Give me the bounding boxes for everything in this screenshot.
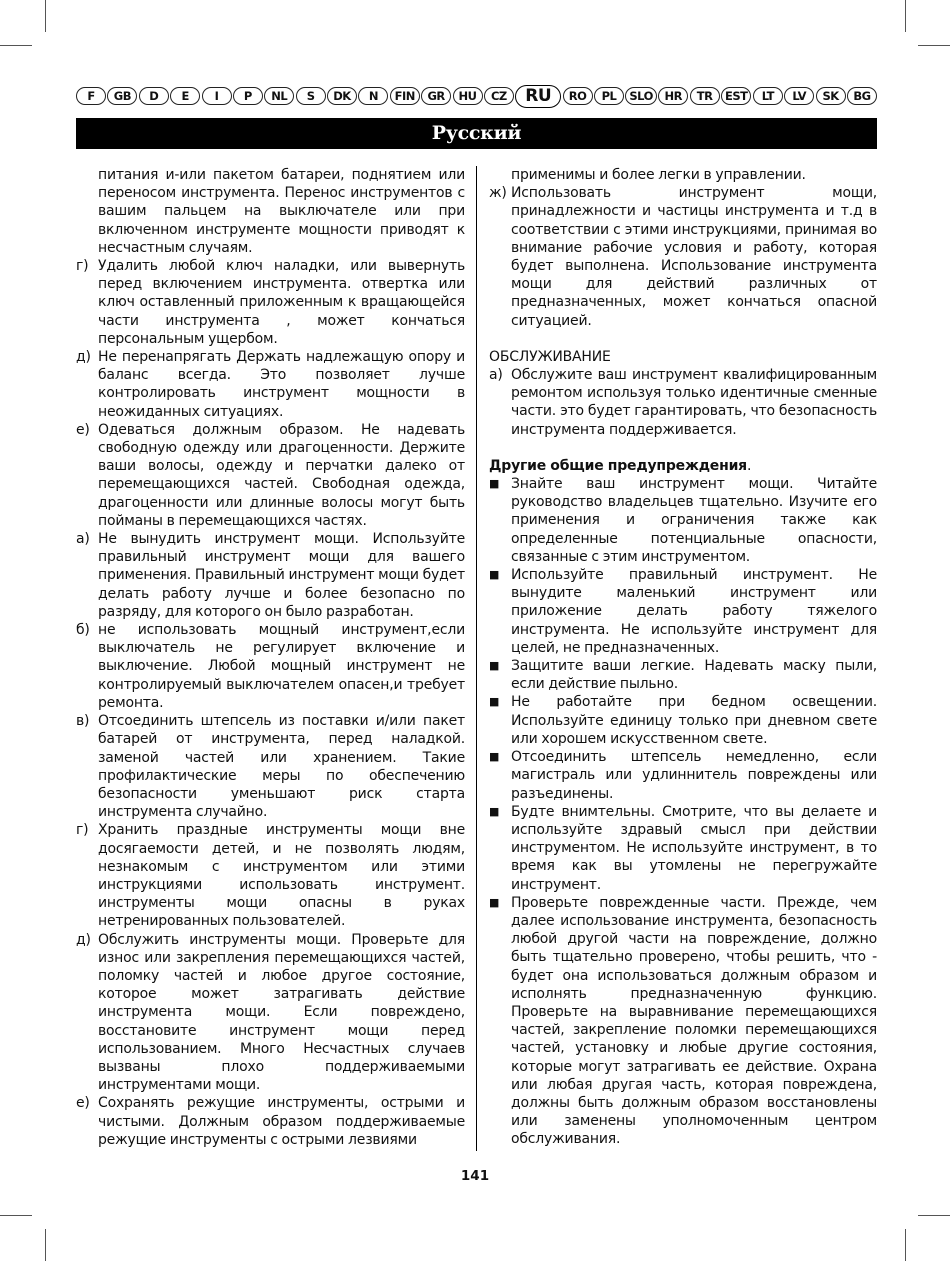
item-marker: е): [76, 421, 90, 438]
list-item: [76, 1094, 465, 1149]
crop-mark: [918, 1215, 950, 1216]
item-text: не использовать мощный инструмент,если выключатель не регулирует включение и выключение. Любой мощный инструмент не контролируемый выключателем опасен,и требует ремонта.: [98, 622, 465, 711]
bullet-item: [489, 894, 877, 1149]
continued-paragraph: питания и-или пакетом батареи, поднятием или переносом инструмента. Перенос инструментов с вашим пальцем на выключателе или при включенном инструменте мощности приводят к несчастным случаям.: [98, 167, 465, 256]
page-title: Русский: [76, 118, 877, 149]
bullet-item: [489, 657, 877, 693]
list-item: [76, 348, 465, 421]
item-marker: в): [76, 713, 90, 730]
item-marker: б): [76, 622, 90, 639]
continued-paragraph: применимы и более легки в управлении.: [511, 167, 806, 183]
item-text: Не перенапрягать Держать надлежащую опору и баланс всегда. Это позволяет лучше контролировать инструмент мощности в неожиданных ситуациях.: [98, 349, 465, 420]
bullet-text: Используйте правильный инструмент. Не вынудите маленький инструмент или приложение делать работу тяжелого инструмента. Не используйте инструмент для целей, не предназначенных.: [511, 567, 877, 656]
language-tab-lt[interactable]: LT: [753, 87, 783, 105]
language-tab-ru-active[interactable]: RU: [515, 85, 561, 108]
bullet-text: Отсоединить штепсель немедленно, если магистраль или удлиннитель повреждены или разъединены.: [511, 749, 877, 802]
language-tab-i[interactable]: I: [202, 87, 232, 105]
language-selector: [76, 85, 877, 107]
list-item: [76, 712, 465, 821]
list-item: [489, 184, 877, 330]
item-marker: г): [76, 258, 89, 275]
bullet-item: [489, 475, 877, 566]
list-item: [76, 421, 465, 530]
crop-mark: [905, 1229, 906, 1261]
bullet-icon: ■: [489, 659, 500, 673]
language-tab-tr[interactable]: TR: [690, 87, 720, 105]
section-heading-text: Другие общие предупреждения: [489, 457, 747, 474]
item-marker: а): [489, 367, 503, 384]
item-marker: д): [76, 931, 91, 948]
language-tab-hu[interactable]: HU: [453, 87, 483, 105]
language-tab-d[interactable]: D: [139, 87, 169, 105]
bullet-icon: ■: [489, 568, 500, 582]
language-tab-s[interactable]: S: [296, 87, 326, 105]
language-tab-lv[interactable]: LV: [784, 87, 814, 105]
language-tab-cz[interactable]: CZ: [484, 87, 514, 105]
item-text: Использовать инструмент мощи, принадлежности и частицы инструмента и т.д в соответствии с этими инструкциями, принимая во внимание рабочие условия и работу, которая будет выполнена. Использование инструмента мощи для действий различных от предназначенных, может кончаться опасной ситуацией.: [511, 185, 877, 329]
item-marker: г): [76, 822, 89, 839]
item-marker: е): [76, 1095, 90, 1112]
list-item: [76, 931, 465, 1095]
item-text: Хранить праздные инструменты мощи вне досягаемости детей, и не позволять людям, незнакомым с инструментом или этими инструкциями использовать инструмент. инструменты мощи опасны в руках нетренированных пользователей.: [98, 822, 465, 930]
language-tab-slo[interactable]: SLO: [625, 87, 656, 105]
language-tab-e[interactable]: E: [170, 87, 200, 105]
language-tab-sk[interactable]: SK: [816, 87, 846, 105]
item-text: Одеваться должным образом. Не надевать свободную одежду или драгоценности. Держите ваши волосы, одежду и перчатки далеко от перемещающихся частей. Свободная одежда, драгоценности или длинные волосы могут быть пойманы в перемещающихся частях.: [98, 421, 465, 529]
section-heading-suffix: .: [746, 457, 752, 474]
bullet-icon: ■: [489, 895, 500, 909]
language-tab-fin[interactable]: FIN: [390, 87, 420, 105]
language-tab-pl[interactable]: PL: [594, 87, 624, 105]
bullet-item: [489, 803, 877, 894]
item-text: Обслужить инструменты мощи. Проверьте для износ или закрепления перемещающихся частей, поломку частей и любое другое состояние, которое может затрагивать действие инструмента мощи. Если повреждено, восстановите инструмент мощи перед использованием. Много Несчастных случаев вызваны плохо поддерживаемыми инструментами мощи.: [98, 931, 465, 1094]
bullet-text: Защитите ваши легкие. Надевать маску пыли, если действие пыльно.: [511, 658, 877, 693]
language-tab-nl[interactable]: NL: [264, 87, 294, 105]
language-tab-ro[interactable]: RO: [563, 87, 593, 105]
bullet-text: Будте внимтельны. Смотрите, что вы делаете и используйте здравый смысл при действии инструментом. Не используйте инструмент, в то время как вы утомлены не перегружайте инструмент.: [511, 803, 877, 893]
bullet-icon: ■: [489, 750, 500, 764]
language-tab-est[interactable]: EST: [721, 87, 751, 105]
bullet-icon: ■: [489, 804, 500, 818]
language-tab-gr[interactable]: GR: [421, 87, 451, 105]
bullet-text: Не работайте при бедном освещении. Используйте единицу только при дневном свете или хорошем искусственном свете.: [511, 694, 877, 747]
item-text: Отсоединить штепсель из поставки и/или пакет батарей от инструмента, перед наладкой. заменой частей или хранением. Такие профилактические меры по обеспечению безопасности уменьшают риск старта инструмента случайно.: [98, 713, 465, 821]
crop-mark: [0, 1215, 32, 1216]
bullet-text: Проверьте поврежденные части. Прежде, чем далее использование инструмента, безопасность любой другой части на повреждение, должно быть тщательно проверено, чтобы решить, что - будет она использоваться должным образом и исполнять предназначенную функцию. Проверьте на выравнивание перемещающихся частей, закрепление поломки перемещающихся частей, установку и любые другие состояния, которые могут затрагивать ее действие. Охрана или любая другая часть, которая повреждена, должны быть должным образом восстановлены или заменены уполномоченным центром обслуживания.: [511, 894, 877, 1148]
bullet-item: [489, 748, 877, 803]
item-text: Не вынудить инструмент мощи. Используйте правильный инструмент мощи для вашего применения. Правильный инструмент мощи будет делать работу лучше и более безопасно по разряду, для которого он было разработан.: [98, 531, 465, 620]
bullet-text: Знайте ваш инструмент мощи. Читайте руководство владельцев тщательно. Изучите его применения и ограничения также как определенные потенциальные опасности, связанные с этим инструментом.: [511, 476, 877, 565]
page-number: 141: [460, 1168, 490, 1184]
section-heading-service: ОБСЛУЖИВАНИЕ: [489, 348, 611, 365]
item-text: Удалить любой ключ наладки, или вывернуть перед включением инструмента. отвертка или ключ оставленный приложенным к вращающейся части инструмента , может кончаться персональным ущербом.: [98, 258, 465, 347]
bullet-item: [489, 566, 877, 657]
section-heading-general-warnings: [489, 457, 877, 475]
crop-mark: [0, 45, 32, 46]
list-item: [76, 530, 465, 621]
language-tab-p[interactable]: P: [233, 87, 263, 105]
bullet-icon: ■: [489, 695, 500, 709]
list-item: [76, 821, 465, 930]
item-text: Обслужите ваш инструмент квалифицированным ремонтом используя только идентичные сменные части. это будет гарантировать, что безопасность инструмента поддерживается.: [511, 367, 877, 438]
crop-mark: [45, 0, 46, 32]
list-item: [76, 257, 465, 348]
right-column: [489, 166, 877, 1149]
list-item: [76, 621, 465, 712]
bullet-icon: ■: [489, 477, 500, 491]
item-marker: ж): [489, 185, 507, 202]
left-column: [76, 166, 465, 1149]
crop-mark: [905, 0, 906, 32]
item-marker: а): [76, 531, 90, 548]
crop-mark: [45, 1229, 46, 1261]
list-item: [489, 366, 877, 439]
bullet-item: [489, 693, 877, 748]
language-tab-bg[interactable]: BG: [847, 87, 877, 105]
column-divider: [476, 166, 477, 1151]
language-tab-gb[interactable]: GB: [107, 87, 137, 105]
language-tab-dk[interactable]: DK: [327, 87, 357, 105]
item-marker: д): [76, 349, 91, 366]
language-tab-hr[interactable]: HR: [658, 87, 688, 105]
item-text: Сохранять режущие инструменты, острыми и чистыми. Должным образом поддерживаемые режущие инструменты с острыми лезвиями: [98, 1095, 465, 1148]
language-tab-f[interactable]: F: [76, 87, 106, 105]
language-tab-n[interactable]: N: [358, 87, 388, 105]
crop-mark: [918, 45, 950, 46]
